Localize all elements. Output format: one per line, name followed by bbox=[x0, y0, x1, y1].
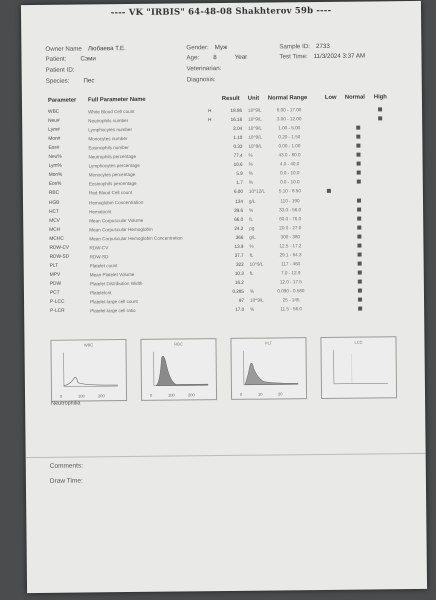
result-value: 13.9 bbox=[234, 243, 244, 249]
param-full-name: Platelet-large cell count bbox=[90, 298, 138, 305]
param-full-name: RDW-SD bbox=[89, 254, 109, 260]
sample-line bbox=[279, 43, 329, 51]
wbc-curve bbox=[60, 348, 120, 389]
param-full-name: Platelet Distribution Width bbox=[89, 280, 143, 287]
patient-id-label: Patient ID: bbox=[45, 66, 75, 74]
diagnosis-label: Diagnosis: bbox=[186, 76, 216, 84]
owner-line bbox=[45, 45, 126, 53]
axis-tick: 20 bbox=[277, 391, 283, 397]
param-full-name: White Blood Cell count bbox=[88, 108, 135, 115]
species-label: Species: bbox=[45, 77, 70, 85]
param-abbr: MCHC bbox=[49, 236, 64, 242]
param-full-name: Monocytes number bbox=[88, 136, 128, 142]
result-unit: % bbox=[248, 171, 253, 177]
param-abbr: PDW bbox=[49, 281, 62, 287]
param-full-name: Hematocrit bbox=[89, 208, 112, 214]
param-abbr: PCT bbox=[49, 290, 60, 296]
species-value: Пес bbox=[83, 77, 95, 85]
result-unit: 10^9/L bbox=[250, 297, 264, 303]
result-flag: H bbox=[208, 117, 212, 123]
param-abbr: WBC bbox=[48, 109, 60, 115]
range-indicator bbox=[356, 144, 360, 148]
param-full-name: Mean Corpuscular Hemoglobin Concentration bbox=[89, 235, 183, 242]
result-value: 322 bbox=[235, 261, 244, 267]
range-indicator bbox=[357, 216, 361, 220]
result-unit: fL bbox=[249, 252, 254, 258]
param-abbr: HCT bbox=[49, 209, 59, 215]
gender-line bbox=[186, 44, 227, 51]
param-full-name: Eosinophils percentage bbox=[88, 181, 137, 187]
range-indicator bbox=[357, 234, 361, 238]
param-abbr: Eos# bbox=[48, 145, 60, 152]
range-indicator bbox=[357, 180, 361, 184]
result-value: 37.7 bbox=[234, 252, 244, 258]
col-parameter: Parameter bbox=[47, 97, 77, 104]
normal-range: 25 - 145 bbox=[282, 297, 300, 303]
result-value: 17.0 bbox=[235, 306, 245, 312]
axis-tick: 0 bbox=[149, 392, 153, 398]
col-normal: Normal bbox=[344, 94, 365, 101]
owner-label: Owner Name bbox=[45, 45, 82, 53]
result-value: 24.2 bbox=[234, 225, 244, 231]
axis-tick: 100 bbox=[167, 392, 175, 398]
normal-range: 0.0 - 10.0 bbox=[280, 179, 300, 185]
normal-range: 1.00 - 5.00 bbox=[278, 125, 301, 131]
range-indicator bbox=[357, 198, 361, 202]
normal-range: 12.0 - 17.5 bbox=[279, 279, 302, 285]
result-unit: % bbox=[249, 207, 254, 213]
param-full-name: Platelet count bbox=[89, 262, 118, 269]
normal-range: 11.5 - 56.0 bbox=[280, 306, 302, 312]
normal-range: 0.090 - 0.580 bbox=[277, 288, 305, 294]
result-unit: % bbox=[249, 288, 255, 294]
param-abbr: Lym# bbox=[48, 127, 60, 133]
range-indicator bbox=[358, 252, 362, 256]
test-time-line bbox=[279, 53, 365, 61]
param-full-name: Lymphocytes percentage bbox=[88, 163, 140, 169]
patient-label: Patient: bbox=[45, 55, 67, 63]
range-indicator bbox=[378, 116, 382, 120]
result-unit: 10^9/L bbox=[248, 125, 262, 131]
result-unit: 10^12/L bbox=[248, 189, 266, 195]
diagnosis-line bbox=[187, 76, 216, 83]
param-abbr: Lym% bbox=[48, 163, 62, 170]
normal-range: 0.20 - 1.50 bbox=[278, 134, 301, 140]
axis-tick: 0 bbox=[60, 393, 63, 399]
histogram-label: WBC bbox=[83, 342, 94, 348]
param-abbr: Mon# bbox=[48, 136, 61, 142]
histogram-label: PLT bbox=[264, 340, 273, 346]
normal-range: 0.0 - 10.0 bbox=[279, 170, 300, 176]
range-indicator bbox=[358, 279, 362, 283]
species-line bbox=[46, 77, 95, 85]
normal-range: 29.1 - 64.3 bbox=[279, 251, 302, 258]
result-unit: 10^9/L bbox=[248, 107, 262, 113]
rbc-curve bbox=[150, 347, 210, 388]
histogram-lcc bbox=[320, 336, 397, 399]
histogram-plt bbox=[230, 337, 307, 400]
col-full-name: Full Parameter Name bbox=[87, 96, 146, 104]
param-abbr: P-LCR bbox=[50, 308, 65, 314]
result-unit: % bbox=[249, 243, 254, 249]
param-abbr: RDW-CV bbox=[49, 245, 70, 251]
result-value: 1.7 bbox=[236, 180, 243, 186]
normal-range: 33.0 - 56.0 bbox=[279, 206, 302, 212]
range-indicator bbox=[357, 225, 361, 229]
range-indicator bbox=[358, 270, 362, 274]
axis-tick: 0 bbox=[239, 391, 243, 397]
normal-range: 0.00 - 1.00 bbox=[278, 143, 301, 149]
col-range: Normal Range bbox=[267, 95, 308, 102]
range-indicator bbox=[358, 298, 362, 302]
printed-report bbox=[21, 1, 427, 593]
age-line bbox=[186, 54, 247, 62]
divider bbox=[26, 453, 426, 458]
result-value: 0.33 bbox=[233, 143, 243, 150]
param-full-name: Red Blood Cell count bbox=[88, 190, 133, 196]
gender-label: Gender: bbox=[186, 44, 209, 52]
result-unit: 10^9/L bbox=[248, 143, 263, 149]
normal-range: 110 - 190 bbox=[280, 197, 300, 203]
normal-range: 4.0 - 40.0 bbox=[279, 161, 300, 167]
param-full-name: Platelet-large cell ratio bbox=[90, 308, 136, 314]
range-indicator bbox=[356, 135, 360, 139]
normal-range: 43.0 - 80.0 bbox=[278, 152, 301, 158]
histogram-label: RBC bbox=[174, 341, 183, 347]
age-value: 8 bbox=[213, 54, 217, 62]
result-value: 5.9 bbox=[236, 171, 243, 177]
param-full-name: Neutrophils percentage bbox=[88, 154, 137, 160]
result-unit: g/L bbox=[248, 198, 256, 204]
param-full-name: Monocytes percentage bbox=[88, 172, 136, 178]
result-value: 10.3 bbox=[234, 270, 244, 276]
result-value: 2.04 bbox=[233, 125, 243, 131]
sample-label: Sample ID: bbox=[279, 43, 311, 51]
patient-id-line bbox=[46, 67, 75, 74]
normal-range: 20.0 - 27.0 bbox=[279, 224, 302, 231]
range-indicator bbox=[357, 243, 361, 247]
draw-time-label: Draw Time: bbox=[49, 477, 83, 485]
col-result: Result bbox=[221, 95, 240, 103]
histogram-wbc bbox=[50, 339, 127, 402]
patient-value: Сэми bbox=[80, 55, 96, 63]
result-value: 0.285 bbox=[232, 288, 244, 294]
param-full-name: Mean Corpuscular Volume bbox=[89, 217, 144, 224]
result-value: 97 bbox=[238, 297, 245, 303]
result-value: 6.00 bbox=[233, 189, 243, 195]
param-full-name: Mean Corpuscular Hemoglobin bbox=[89, 226, 153, 233]
result-value: 18.86 bbox=[230, 107, 243, 113]
result-value: 66.0 bbox=[234, 216, 244, 222]
param-abbr: MCH bbox=[49, 227, 61, 233]
axis-tick: 100 bbox=[78, 393, 85, 399]
param-full-name: RDW-CV bbox=[89, 244, 109, 251]
result-value: 1.10 bbox=[233, 134, 243, 141]
param-abbr: P-LCC bbox=[50, 299, 65, 305]
result-unit: fL bbox=[249, 216, 254, 222]
result-unit: % bbox=[248, 161, 253, 168]
vet-line bbox=[187, 65, 222, 72]
histogram-label: LCC bbox=[354, 339, 363, 345]
param-abbr: Eos% bbox=[48, 182, 62, 188]
axis-tick: 10 bbox=[257, 391, 263, 397]
range-indicator bbox=[357, 162, 361, 166]
lcc-curve bbox=[330, 345, 390, 386]
normal-range: 300 - 380 bbox=[280, 233, 301, 240]
normal-range: 60.0 - 76.0 bbox=[279, 215, 302, 222]
range-indicator bbox=[356, 126, 360, 130]
vet-label: Veterinarian: bbox=[186, 65, 222, 73]
range-indicator bbox=[327, 189, 331, 193]
param-abbr: MCV bbox=[49, 218, 60, 224]
normal-range: 12.5 - 17.2 bbox=[279, 242, 302, 249]
result-value: 16.2 bbox=[234, 279, 244, 285]
param-full-name: Plateletcrit bbox=[89, 290, 112, 296]
col-high: High bbox=[373, 94, 387, 101]
result-value: 39.6 bbox=[234, 207, 244, 213]
result-value: 77.4 bbox=[233, 153, 243, 159]
result-value: 10.6 bbox=[233, 162, 243, 168]
result-value: 16.16 bbox=[230, 116, 243, 122]
param-abbr: Neu% bbox=[48, 154, 62, 161]
result-unit: pg bbox=[249, 225, 255, 231]
param-abbr: RDW-SD bbox=[49, 254, 70, 260]
range-indicator bbox=[358, 307, 362, 311]
result-value: 366 bbox=[235, 234, 244, 240]
range-indicator bbox=[357, 207, 361, 211]
param-full-name: Hemoglobin Concentration bbox=[88, 199, 144, 205]
param-full-name: Neutrophils number bbox=[88, 118, 129, 124]
plt-curve bbox=[240, 346, 300, 387]
normal-range: 3.00 - 12.00 bbox=[276, 116, 302, 122]
param-full-name: Mean Platelet Volume bbox=[89, 271, 135, 278]
interpretation-note: Neutrophilia bbox=[51, 400, 81, 407]
col-low: Low bbox=[324, 94, 337, 101]
col-unit: Unit bbox=[247, 95, 260, 102]
range-indicator bbox=[358, 289, 362, 293]
report-title: ---- VK "IRBIS" 64-48-08 Shakhterov 59b ---- bbox=[110, 5, 332, 19]
normal-range: 7.0 - 12.9 bbox=[281, 270, 301, 276]
range-indicator bbox=[358, 261, 362, 265]
result-unit: 10^9/L bbox=[248, 134, 263, 140]
axis-tick: 200 bbox=[187, 392, 195, 398]
param-full-name: Eosinophils number bbox=[88, 145, 129, 151]
age-unit: Year bbox=[234, 53, 248, 61]
result-unit: g/L bbox=[249, 234, 256, 240]
normal-range: 6.00 - 17.00 bbox=[276, 107, 302, 113]
normal-range: 5.10 - 8.50 bbox=[278, 188, 301, 194]
comments-label: Comments: bbox=[49, 462, 84, 470]
patient-line bbox=[45, 55, 95, 63]
param-abbr: Mon% bbox=[48, 173, 63, 179]
range-indicator bbox=[356, 153, 360, 157]
result-unit: fL bbox=[249, 270, 254, 276]
result-flag: H bbox=[208, 108, 212, 114]
histogram-rbc bbox=[140, 338, 217, 401]
age-label: Age: bbox=[186, 54, 200, 62]
param-abbr: MPV bbox=[49, 272, 61, 278]
test-time-value: 11/3/2024 3:37 AM bbox=[313, 52, 366, 61]
result-unit: 10^9/L bbox=[249, 261, 264, 267]
range-indicator bbox=[357, 171, 361, 175]
result-unit: 10^9/L bbox=[248, 116, 262, 122]
param-abbr: HGB bbox=[48, 200, 60, 206]
result-value: 134 bbox=[235, 198, 244, 204]
owner-value: Любаева Т.Е. bbox=[87, 45, 126, 53]
test-time-label: Test Time: bbox=[279, 53, 308, 61]
param-abbr: Neu# bbox=[48, 118, 60, 124]
range-indicator bbox=[378, 107, 382, 111]
param-abbr: PLT bbox=[49, 263, 59, 269]
param-abbr: RBC bbox=[48, 191, 60, 197]
result-unit: % bbox=[248, 180, 253, 186]
normal-range: 117 - 460 bbox=[281, 261, 301, 267]
axis-tick: 200 bbox=[98, 393, 105, 399]
result-unit: % bbox=[250, 306, 255, 312]
result-unit: % bbox=[248, 152, 253, 158]
sample-value: 2733 bbox=[315, 42, 330, 51]
param-full-name: Lymphocytes number bbox=[88, 127, 133, 133]
gender-value: Муж bbox=[214, 43, 228, 52]
